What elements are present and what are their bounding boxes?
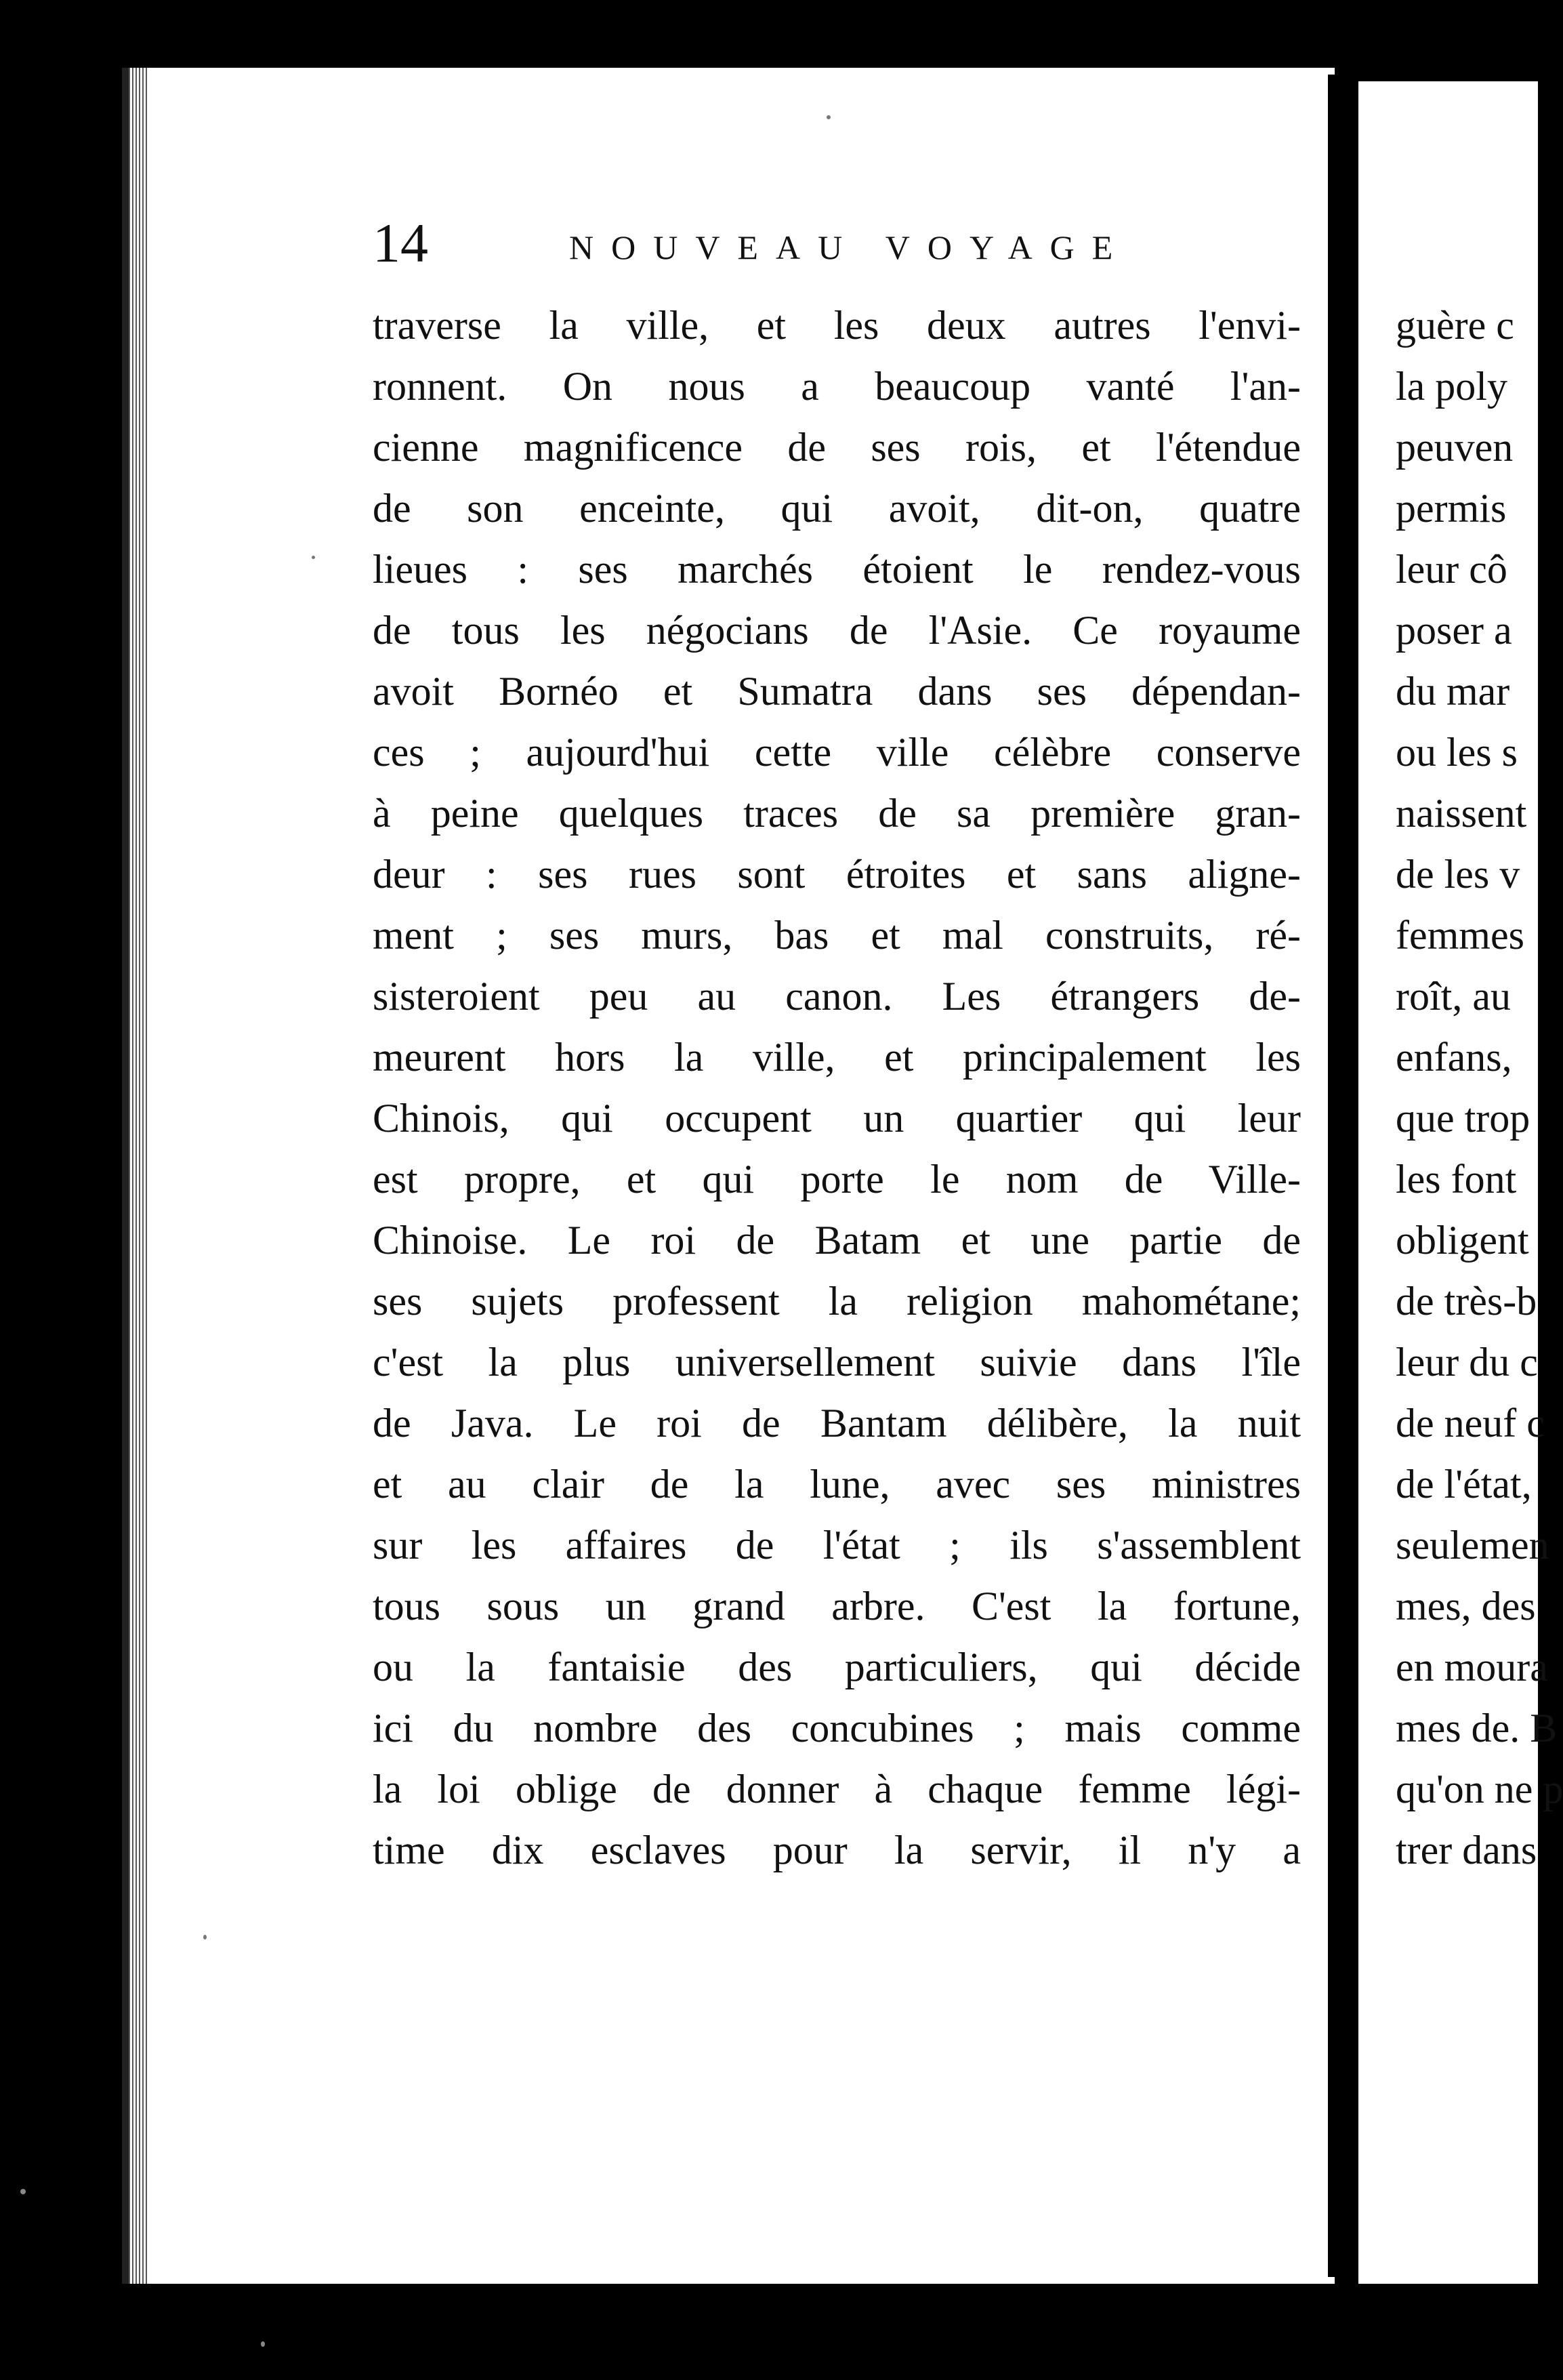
text-line: la loi oblige de donner à chaque femme légi- xyxy=(373,1767,1301,1811)
text-line: permis xyxy=(1396,486,1507,531)
text-line: meurent hors la ville, et principalement les xyxy=(373,1035,1301,1080)
text-line: de Java. Le roi de Bantam délibère, la nuit xyxy=(373,1401,1301,1445)
text-line: ment ; ses murs, bas et mal construits, ré- xyxy=(373,913,1301,958)
text-line: tous sous un grand arbre. C'est la fortune, xyxy=(373,1584,1301,1628)
text-line: naissent xyxy=(1396,791,1527,836)
text-line: mes de. B xyxy=(1396,1706,1558,1750)
ink-speck xyxy=(827,115,831,119)
ink-speck xyxy=(312,556,315,559)
text-line: Chinois, qui occupent un quartier qui leur xyxy=(373,1096,1301,1141)
text-line: obligent xyxy=(1396,1218,1529,1263)
text-line: leur du c xyxy=(1396,1340,1538,1384)
text-line: de son enceinte, qui avoit, dit-on, quatre xyxy=(373,486,1301,531)
text-line: guère c xyxy=(1396,303,1514,348)
text-line: roît, au xyxy=(1396,974,1511,1019)
left-page-body xyxy=(373,295,1301,1881)
book-gutter xyxy=(1328,75,1358,2277)
text-line: enfans, xyxy=(1396,1035,1512,1080)
text-line: cienne magnificence de ses rois, et l'étendue xyxy=(373,425,1301,470)
text-line: en moura xyxy=(1396,1645,1548,1689)
text-line: leur cô xyxy=(1396,547,1507,592)
text-line: seulemen xyxy=(1396,1523,1549,1567)
text-line: du mar xyxy=(1396,669,1510,714)
ink-speck xyxy=(20,2189,26,2194)
text-line: peuven xyxy=(1396,425,1514,470)
text-line: de très-b xyxy=(1396,1279,1537,1324)
page-number: 14 xyxy=(373,212,428,274)
text-line: de tous les négocians de l'Asie. Ce royaume xyxy=(373,608,1301,653)
text-line: trer dans xyxy=(1396,1828,1537,1872)
text-line: ronnent. On nous a beaucoup vanté l'an- xyxy=(373,364,1301,409)
text-line: poser a xyxy=(1396,608,1512,653)
ink-speck xyxy=(261,2341,265,2347)
text-line: c'est la plus universellement suivie dans l'île xyxy=(373,1340,1301,1384)
text-line: de neuf c xyxy=(1396,1401,1545,1445)
ink-speck xyxy=(203,1935,207,1940)
page-heading: NOUVEAU VOYAGE xyxy=(569,228,1131,266)
text-line: mes, des xyxy=(1396,1584,1536,1628)
text-line: qu'on ne p xyxy=(1396,1767,1563,1811)
text-line: avoit Bornéo et Sumatra dans ses dépendan- xyxy=(373,669,1301,714)
text-line: de les v xyxy=(1396,852,1520,897)
text-line: time dix esclaves pour la servir, il n'y a xyxy=(373,1828,1301,1872)
text-line: deur : ses rues sont étroites et sans aligne- xyxy=(373,852,1301,897)
right-page-body-fragment xyxy=(1396,295,1563,1881)
text-line: lieues : ses marchés étoient le rendez-vous xyxy=(373,547,1301,592)
text-line: Chinoise. Le roi de Batam et une partie de xyxy=(373,1218,1301,1263)
text-line: ou la fantaisie des particuliers, qui décide xyxy=(373,1645,1301,1689)
text-line: la poly xyxy=(1396,364,1507,409)
text-line: ces ; aujourd'hui cette ville célèbre conserve xyxy=(373,730,1301,775)
running-head xyxy=(373,212,1308,297)
text-line: femmes xyxy=(1396,913,1524,958)
text-line: est propre, et qui porte le nom de Ville- xyxy=(373,1157,1301,1202)
text-line: et au clair de la lune, avec ses ministres xyxy=(373,1462,1301,1506)
text-line: traverse la ville, et les deux autres l'envi- xyxy=(373,303,1301,348)
text-line: à peine quelques traces de sa première gran- xyxy=(373,791,1301,836)
text-line: sisteroient peu au canon. Les étrangers de- xyxy=(373,974,1301,1019)
text-line: que trop xyxy=(1396,1096,1530,1141)
text-line: sur les affaires de l'état ; ils s'assemblent xyxy=(373,1523,1301,1567)
text-line: de l'état, xyxy=(1396,1462,1532,1506)
text-line: ses sujets professent la religion mahométane; xyxy=(373,1279,1301,1324)
text-line: les font xyxy=(1396,1157,1517,1202)
text-line: ici du nombre des concubines ; mais comme xyxy=(373,1706,1301,1750)
text-line: ou les s xyxy=(1396,730,1518,775)
